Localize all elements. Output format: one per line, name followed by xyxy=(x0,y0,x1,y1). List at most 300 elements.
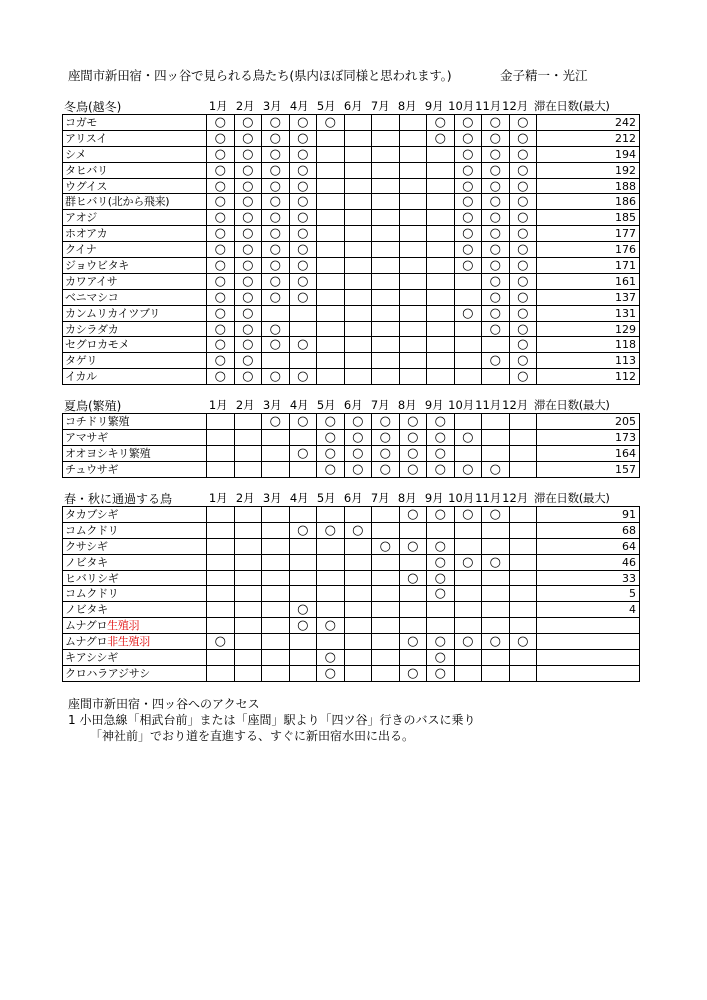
month-cell xyxy=(262,414,290,430)
presence-mark: ○ xyxy=(214,257,226,273)
month-cell xyxy=(399,554,427,570)
stay-days: 64 xyxy=(537,538,640,554)
presence-mark: ○ xyxy=(297,273,309,289)
month-cell xyxy=(344,194,372,210)
month-cell xyxy=(454,258,482,274)
month-cell xyxy=(509,445,537,461)
presence-mark: ○ xyxy=(297,522,309,538)
table-row xyxy=(63,242,640,258)
month-cell xyxy=(289,618,317,634)
plumage-label: 生殖羽 xyxy=(107,619,140,633)
month-cell xyxy=(509,650,537,666)
month-cell xyxy=(399,130,427,146)
presence-mark: ○ xyxy=(434,554,446,570)
month-cell xyxy=(372,337,400,353)
month-cell xyxy=(482,461,510,477)
presence-mark: ○ xyxy=(297,445,309,461)
month-cell xyxy=(262,522,290,538)
month-cell xyxy=(317,461,345,477)
bird-name xyxy=(63,337,207,353)
presence-mark: ○ xyxy=(242,257,254,273)
month-cell xyxy=(399,507,427,523)
month-cell xyxy=(262,289,290,305)
presence-mark: ○ xyxy=(434,506,446,522)
month-cell xyxy=(399,445,427,461)
month-header: 3月 xyxy=(262,491,282,505)
month-cell xyxy=(482,162,510,178)
presence-mark: ○ xyxy=(269,146,281,162)
presence-mark: ○ xyxy=(489,210,501,226)
month-cell xyxy=(454,429,482,445)
bird-name-text: カシラダカ xyxy=(65,322,119,336)
month-cell xyxy=(344,162,372,178)
month-header: 1月 xyxy=(208,398,228,412)
month-header: 12月 xyxy=(502,398,529,412)
table-row xyxy=(63,554,640,570)
table-row xyxy=(63,445,640,461)
month-cell xyxy=(234,650,262,666)
month-cell xyxy=(344,445,372,461)
stay-days: 4 xyxy=(537,602,640,618)
month-cell xyxy=(234,321,262,337)
month-cell xyxy=(399,289,427,305)
presence-mark: ○ xyxy=(517,337,529,353)
days-header: 滞在日数(最大) xyxy=(534,398,610,412)
table-row xyxy=(63,305,640,321)
month-cell xyxy=(289,650,317,666)
presence-mark: ○ xyxy=(352,461,364,477)
section-summer xyxy=(62,397,640,478)
month-cell xyxy=(344,570,372,586)
month-cell xyxy=(399,461,427,477)
section-winter xyxy=(62,98,640,385)
month-cell xyxy=(454,634,482,650)
month-cell xyxy=(234,289,262,305)
month-cell xyxy=(509,602,537,618)
month-cell xyxy=(344,226,372,242)
section-header xyxy=(62,98,640,114)
month-cell xyxy=(234,226,262,242)
presence-mark: ○ xyxy=(269,178,281,194)
table-row xyxy=(63,210,640,226)
month-cell xyxy=(399,226,427,242)
month-cell xyxy=(289,507,317,523)
month-cell xyxy=(207,665,235,681)
month-cell xyxy=(399,665,427,681)
month-cell xyxy=(289,305,317,321)
month-cell xyxy=(372,273,400,289)
month-cell xyxy=(372,461,400,477)
month-cell xyxy=(317,586,345,602)
stay-days: 113 xyxy=(537,353,640,369)
presence-mark: ○ xyxy=(489,226,501,242)
month-cell xyxy=(399,586,427,602)
bird-name-text: アオジ xyxy=(65,211,97,225)
month-cell xyxy=(234,429,262,445)
presence-mark: ○ xyxy=(489,114,501,130)
month-cell xyxy=(399,429,427,445)
month-cell xyxy=(509,554,537,570)
bird-name xyxy=(63,273,207,289)
month-cell xyxy=(234,115,262,131)
month-header: 9月 xyxy=(424,99,444,113)
stay-days xyxy=(537,650,640,666)
month-cell xyxy=(207,429,235,445)
presence-mark: ○ xyxy=(269,194,281,210)
month-cell xyxy=(427,162,455,178)
stay-days: 194 xyxy=(537,146,640,162)
presence-mark: ○ xyxy=(517,146,529,162)
bird-table xyxy=(62,506,640,682)
month-cell xyxy=(509,146,537,162)
bird-name xyxy=(63,305,207,321)
month-cell xyxy=(482,369,510,385)
month-cell xyxy=(262,586,290,602)
table-row xyxy=(63,162,640,178)
presence-mark: ○ xyxy=(489,242,501,258)
presence-mark: ○ xyxy=(242,353,254,369)
presence-mark: ○ xyxy=(434,413,446,429)
month-cell xyxy=(509,210,537,226)
presence-mark: ○ xyxy=(517,210,529,226)
month-cell xyxy=(207,178,235,194)
month-cell xyxy=(399,369,427,385)
month-cell xyxy=(427,242,455,258)
month-header: 6月 xyxy=(343,99,363,113)
month-cell xyxy=(344,554,372,570)
stay-days: 205 xyxy=(537,414,640,430)
month-cell xyxy=(482,258,510,274)
month-cell xyxy=(454,289,482,305)
bird-name xyxy=(63,429,207,445)
month-header: 8月 xyxy=(397,491,417,505)
month-cell xyxy=(454,554,482,570)
month-cell xyxy=(289,115,317,131)
month-cell xyxy=(372,522,400,538)
month-cell xyxy=(289,226,317,242)
presence-mark: ○ xyxy=(242,289,254,305)
month-cell xyxy=(482,618,510,634)
month-cell xyxy=(289,445,317,461)
stay-days: 171 xyxy=(537,258,640,274)
month-header: 5月 xyxy=(316,398,336,412)
month-cell xyxy=(317,414,345,430)
month-cell xyxy=(454,507,482,523)
bird-name-text: タカブシギ xyxy=(65,507,119,521)
bird-name-text: シメ xyxy=(65,147,87,161)
month-cell xyxy=(482,289,510,305)
bird-name xyxy=(63,538,207,554)
stay-days: 91 xyxy=(537,507,640,523)
bird-name-text: セグロカモメ xyxy=(65,338,130,352)
bird-name-text: ムナグロ xyxy=(65,619,108,633)
month-cell xyxy=(234,337,262,353)
days-header: 滞在日数(最大) xyxy=(534,99,610,113)
bird-name xyxy=(63,115,207,131)
month-cell xyxy=(509,570,537,586)
month-cell xyxy=(509,634,537,650)
month-cell xyxy=(344,337,372,353)
presence-mark: ○ xyxy=(324,445,336,461)
month-cell xyxy=(427,146,455,162)
month-cell xyxy=(454,242,482,258)
bird-name-text: カワアイサ xyxy=(65,274,118,288)
presence-mark: ○ xyxy=(462,114,474,130)
stay-days: 176 xyxy=(537,242,640,258)
month-header: 12月 xyxy=(502,491,529,505)
table-row xyxy=(63,178,640,194)
month-cell xyxy=(454,665,482,681)
presence-mark: ○ xyxy=(297,257,309,273)
month-cell xyxy=(427,570,455,586)
month-cell xyxy=(262,178,290,194)
presence-mark: ○ xyxy=(407,634,419,650)
month-header: 9月 xyxy=(424,398,444,412)
presence-mark: ○ xyxy=(297,194,309,210)
bird-name-text: ウグイス xyxy=(65,179,108,193)
month-cell xyxy=(509,507,537,523)
month-cell xyxy=(427,650,455,666)
presence-mark: ○ xyxy=(352,522,364,538)
month-header: 10月 xyxy=(448,491,475,505)
presence-mark: ○ xyxy=(517,634,529,650)
presence-mark: ○ xyxy=(214,146,226,162)
month-cell xyxy=(344,258,372,274)
presence-mark: ○ xyxy=(517,321,529,337)
presence-mark: ○ xyxy=(297,178,309,194)
presence-mark: ○ xyxy=(242,321,254,337)
presence-mark: ○ xyxy=(242,178,254,194)
bird-name xyxy=(63,602,207,618)
month-cell xyxy=(317,369,345,385)
month-header: 6月 xyxy=(343,491,363,505)
stay-days: 212 xyxy=(537,130,640,146)
month-cell xyxy=(482,554,510,570)
presence-mark: ○ xyxy=(407,461,419,477)
month-cell xyxy=(427,414,455,430)
month-cell xyxy=(317,522,345,538)
month-cell xyxy=(207,194,235,210)
month-cell xyxy=(234,210,262,226)
month-cell xyxy=(399,570,427,586)
presence-mark: ○ xyxy=(242,273,254,289)
month-cell xyxy=(234,618,262,634)
month-cell xyxy=(234,273,262,289)
presence-mark: ○ xyxy=(214,226,226,242)
month-cell xyxy=(399,634,427,650)
month-cell xyxy=(482,507,510,523)
month-cell xyxy=(482,273,510,289)
month-cell xyxy=(234,554,262,570)
presence-mark: ○ xyxy=(297,242,309,258)
month-cell xyxy=(317,445,345,461)
presence-mark: ○ xyxy=(242,369,254,385)
month-cell xyxy=(399,178,427,194)
stay-days: 242 xyxy=(537,115,640,131)
month-cell xyxy=(262,146,290,162)
month-header: 5月 xyxy=(316,99,336,113)
table-row xyxy=(63,618,640,634)
month-cell xyxy=(427,369,455,385)
month-cell xyxy=(509,273,537,289)
bird-name xyxy=(63,618,207,634)
presence-mark: ○ xyxy=(324,618,336,634)
month-cell xyxy=(317,210,345,226)
presence-mark: ○ xyxy=(379,429,391,445)
bird-name xyxy=(63,353,207,369)
month-cell xyxy=(482,414,510,430)
month-cell xyxy=(454,178,482,194)
month-cell xyxy=(317,178,345,194)
month-cell xyxy=(482,146,510,162)
month-cell xyxy=(289,522,317,538)
presence-mark: ○ xyxy=(379,413,391,429)
presence-mark: ○ xyxy=(214,289,226,305)
month-header: 7月 xyxy=(370,99,390,113)
month-cell xyxy=(454,570,482,586)
month-cell xyxy=(509,130,537,146)
bird-name-text: クイナ xyxy=(65,243,97,257)
month-cell xyxy=(509,321,537,337)
month-cell xyxy=(454,618,482,634)
presence-mark: ○ xyxy=(214,353,226,369)
table-row xyxy=(63,429,640,445)
month-cell xyxy=(262,226,290,242)
bird-name-text: ノビタキ xyxy=(65,603,108,617)
month-cell xyxy=(317,337,345,353)
table-row xyxy=(63,258,640,274)
presence-mark: ○ xyxy=(352,413,364,429)
month-cell xyxy=(509,242,537,258)
presence-mark: ○ xyxy=(489,194,501,210)
month-cell xyxy=(372,146,400,162)
month-cell xyxy=(207,162,235,178)
bird-name xyxy=(63,369,207,385)
bird-name-text: ヒバリシギ xyxy=(65,571,119,585)
month-cell xyxy=(317,353,345,369)
month-cell xyxy=(427,353,455,369)
bird-name-text: イカル xyxy=(65,370,97,384)
month-cell xyxy=(289,337,317,353)
month-cell xyxy=(427,461,455,477)
month-cell xyxy=(207,353,235,369)
month-cell xyxy=(207,570,235,586)
month-cell xyxy=(344,210,372,226)
month-cell xyxy=(399,321,427,337)
month-cell xyxy=(372,554,400,570)
bird-name xyxy=(63,665,207,681)
access-line-1: 1 小田急線「相武台前」または「座間」駅より「四ツ谷」行きのバスに乗り xyxy=(68,713,476,727)
stay-days: 188 xyxy=(537,178,640,194)
month-cell xyxy=(482,178,510,194)
month-cell xyxy=(372,618,400,634)
presence-mark: ○ xyxy=(407,570,419,586)
month-cell xyxy=(372,445,400,461)
presence-mark: ○ xyxy=(462,554,474,570)
author-name: 金子精一・光江 xyxy=(500,68,588,83)
presence-mark: ○ xyxy=(297,162,309,178)
presence-mark: ○ xyxy=(324,114,336,130)
month-cell xyxy=(344,146,372,162)
month-cell xyxy=(509,665,537,681)
month-cell xyxy=(482,570,510,586)
presence-mark: ○ xyxy=(214,273,226,289)
table-row xyxy=(63,414,640,430)
bird-name-text: コムクドリ xyxy=(65,587,119,601)
table-row xyxy=(63,586,640,602)
bird-name xyxy=(63,461,207,477)
month-cell xyxy=(317,130,345,146)
month-cell xyxy=(399,602,427,618)
month-cell xyxy=(454,337,482,353)
month-cell xyxy=(262,305,290,321)
presence-mark: ○ xyxy=(214,321,226,337)
month-cell xyxy=(482,226,510,242)
presence-mark: ○ xyxy=(269,273,281,289)
month-cell xyxy=(289,414,317,430)
month-cell xyxy=(399,353,427,369)
month-cell xyxy=(207,538,235,554)
month-cell xyxy=(399,618,427,634)
stay-days: 33 xyxy=(537,570,640,586)
month-cell xyxy=(372,289,400,305)
month-cell xyxy=(234,258,262,274)
month-cell xyxy=(344,461,372,477)
month-cell xyxy=(509,586,537,602)
month-cell xyxy=(427,226,455,242)
month-cell xyxy=(207,146,235,162)
bird-name-text: クロハラアジサシ xyxy=(65,666,150,680)
month-cell xyxy=(482,429,510,445)
month-cell xyxy=(344,115,372,131)
month-cell xyxy=(317,634,345,650)
presence-mark: ○ xyxy=(269,162,281,178)
presence-mark: ○ xyxy=(462,178,474,194)
presence-mark: ○ xyxy=(269,130,281,146)
month-cell xyxy=(234,305,262,321)
month-cell xyxy=(454,273,482,289)
month-cell xyxy=(454,194,482,210)
month-cell xyxy=(289,146,317,162)
presence-mark: ○ xyxy=(324,413,336,429)
presence-mark: ○ xyxy=(489,321,501,337)
month-cell xyxy=(234,130,262,146)
stay-days: 5 xyxy=(537,586,640,602)
presence-mark: ○ xyxy=(297,369,309,385)
bird-name-text: タヒバリ xyxy=(65,163,108,177)
month-cell xyxy=(427,538,455,554)
month-cell xyxy=(234,570,262,586)
table-row xyxy=(63,289,640,305)
month-cell xyxy=(317,321,345,337)
month-header: 10月 xyxy=(448,398,475,412)
presence-mark: ○ xyxy=(462,429,474,445)
month-header: 8月 xyxy=(397,99,417,113)
presence-mark: ○ xyxy=(214,305,226,321)
bird-name-text: キアシシギ xyxy=(65,650,118,664)
presence-mark: ○ xyxy=(214,210,226,226)
month-header: 9月 xyxy=(424,491,444,505)
presence-mark: ○ xyxy=(489,178,501,194)
month-header: 11月 xyxy=(475,99,502,113)
bird-name xyxy=(63,586,207,602)
bird-name xyxy=(63,634,207,650)
month-cell xyxy=(344,321,372,337)
month-cell xyxy=(344,538,372,554)
month-cell xyxy=(372,586,400,602)
month-cell xyxy=(289,570,317,586)
presence-mark: ○ xyxy=(462,634,474,650)
